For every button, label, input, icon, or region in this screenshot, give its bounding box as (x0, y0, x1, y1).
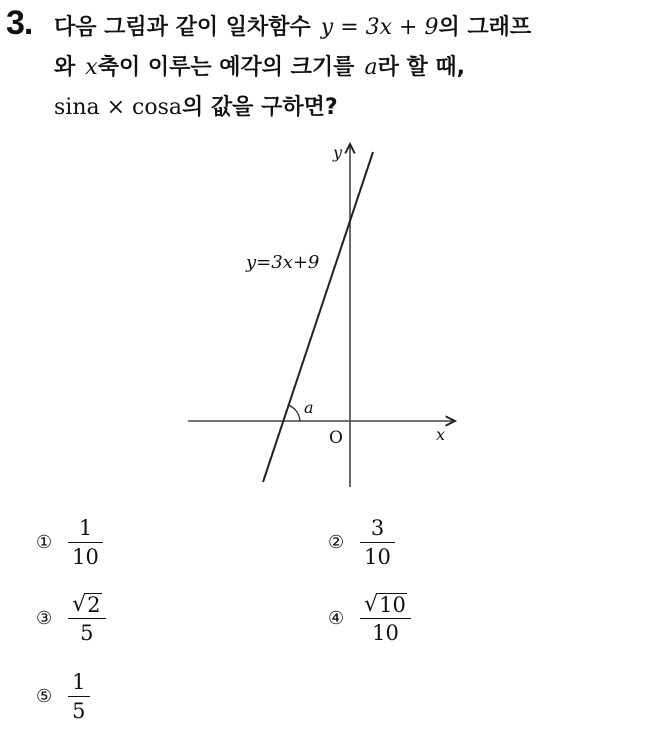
equation: y = 3x + 9 (320, 15, 439, 40)
choice-5[interactable] (36, 670, 90, 723)
question-text-3: 의 값을 구하면? (182, 95, 338, 120)
denominator: 10 (72, 545, 99, 570)
y-axis-label: y (333, 143, 343, 162)
choice-fraction (360, 516, 395, 569)
numerator (68, 592, 105, 618)
function-line (263, 152, 373, 482)
angle-arc (288, 405, 300, 421)
choice-fraction (360, 592, 411, 645)
denominator: 5 (72, 699, 86, 724)
numerator (360, 592, 411, 618)
choice-marker: ⑤ (36, 686, 53, 708)
choice-4[interactable] (328, 592, 411, 645)
question-text-2b: 축이 이루는 예각의 크기를 (97, 55, 355, 80)
function-graph (180, 140, 470, 495)
numerator: 3 (370, 516, 385, 540)
variable-a: a (364, 55, 378, 80)
question-line-3 (54, 90, 338, 121)
origin-label: O (329, 428, 343, 448)
angle-label: a (304, 398, 314, 417)
choice-marker: ① (36, 532, 53, 554)
x-axis-label: x (436, 425, 446, 444)
question-text-1b: 의 그래프 (438, 15, 532, 40)
question-number: 3. (6, 4, 33, 42)
trig-expression: sina × cosa (54, 95, 183, 120)
radicand: 2 (87, 592, 101, 617)
denominator: 10 (364, 545, 391, 570)
choice-marker: ③ (36, 608, 53, 630)
choice-fraction (68, 516, 103, 569)
question-line-2 (54, 50, 465, 81)
choice-fraction (68, 670, 89, 723)
numerator: 1 (78, 516, 93, 540)
choice-marker: ② (328, 532, 345, 554)
denominator: 10 (372, 621, 399, 646)
line-label: y=3x+9 (246, 252, 320, 273)
choice-1[interactable] (36, 516, 103, 569)
question-text-1a: 다음 그림과 같이 일차함수 (54, 15, 311, 40)
denominator: 5 (80, 621, 94, 646)
choice-3[interactable] (36, 592, 106, 645)
question-text-2c: 라 할 때, (377, 55, 466, 80)
square-root: √ 10 (364, 592, 406, 617)
question-text-2a: 와 (54, 55, 76, 80)
question-line-1 (54, 10, 531, 41)
choice-marker: ④ (328, 608, 345, 630)
choice-fraction (68, 592, 105, 645)
choice-2[interactable] (328, 516, 395, 569)
variable-x: x (85, 55, 98, 80)
numerator: 1 (72, 670, 86, 694)
square-root: √ 2 (72, 592, 101, 617)
radicand: 10 (379, 592, 406, 617)
